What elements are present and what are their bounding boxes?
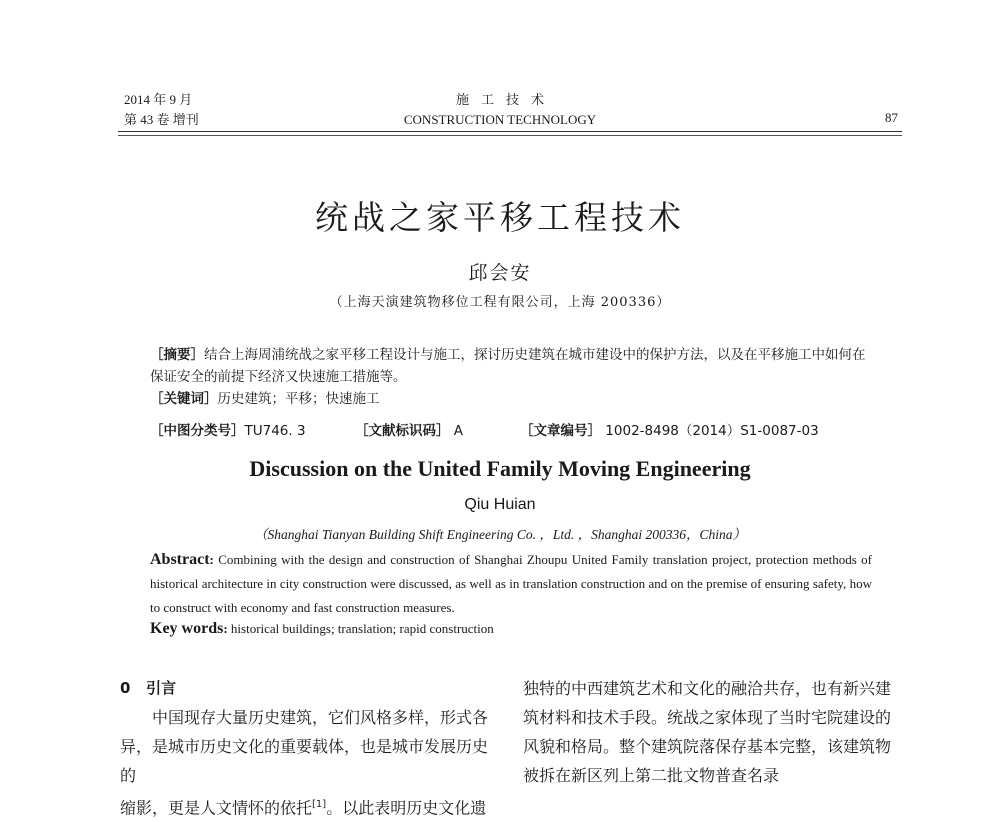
header-rule-thick: [118, 131, 902, 132]
citation-ref: [1]: [312, 799, 327, 810]
page-number: 87: [885, 110, 898, 125]
article-title-en: Discussion on the United Family Moving Engineering: [249, 456, 751, 481]
body-line: 筑材料和技术手段。统战之家体现了当时宅院建设的: [523, 708, 892, 727]
doc-code-label: ［文献标识码］: [355, 423, 450, 439]
abstract-cn-text: 结合上海周浦统战之家平移工程设计与施工，探讨历史建筑在城市建设中的保护方法，以及在平移施工中如何在保证安全的前提下经济又快速施工措施等。: [150, 347, 866, 385]
affiliation-en: （Shanghai Tianyan Building Shift Engineering Co. ，Ltd. ，Shanghai 200336，China）: [253, 527, 746, 542]
journal-name-en: CONSTRUCTION TECHNOLOGY: [403, 112, 597, 127]
author-cn: 邱会安: [468, 262, 532, 284]
abstract-cn: [150, 344, 870, 388]
article-number: [520, 419, 819, 439]
abstract-en-label: Abstract: [150, 551, 210, 568]
clc-value: TU746. 3: [244, 423, 306, 439]
abstract-cn-block: [150, 344, 870, 410]
clc-label: ［中图分类号］: [150, 423, 245, 439]
article-title-cn: 统战之家平移工程技术: [315, 198, 685, 237]
section-heading: [120, 674, 500, 703]
header-rule-thin: [118, 135, 902, 136]
article-no-value: 1002-8498（2014）S1-0087-03: [605, 423, 819, 439]
section-title: 引言: [146, 679, 177, 697]
affiliation-cn: （上海天演建筑物移位工程有限公司，上海 200336）: [329, 295, 671, 310]
body-line: 中国现存大量历史建筑，它们风格多样，形式各: [152, 708, 489, 727]
body-line: 被拆在新区列上第二批文物普查名录: [523, 766, 780, 785]
keywords-en-text: historical buildings; translation; rapid construction: [230, 621, 494, 636]
body-line: 风貌和格局。整个建筑院落保存基本完整，该建筑物: [523, 737, 892, 756]
keywords-en-label: Key words: [150, 620, 224, 637]
body-line-text: 缩影，更是人文情怀的依托: [120, 798, 313, 818]
body-line: 独特的中西建筑艺术和文化的融洽共存，也有新兴建: [523, 679, 892, 698]
keywords-cn: [150, 388, 870, 410]
doc-code-value: A: [453, 423, 464, 439]
body-line: 异，是城市历史文化的重要载体，也是城市发展历史的: [120, 737, 489, 785]
doc-code: [355, 419, 463, 439]
keywords-en: Key words: historical buildings; translation; rapid construction: [150, 620, 494, 637]
clc-number: [150, 419, 306, 439]
article-no-label: ［文章编号］: [520, 423, 601, 439]
journal-name-cn: 施工技术: [455, 92, 556, 107]
body-line: [120, 790, 500, 822]
abstract-en: Abstract: Combining with the design and construction of Shanghai Zhoupu United Family translation project, protection methods of historical architecture in city construction were discussed, as well as in translation construction and on the premise of ensuring safety, how to construct with economy and fast construction measures.: [150, 551, 872, 615]
body-line-text: 。以此表明历史文化遗: [326, 798, 487, 818]
section-number: 0: [120, 679, 131, 697]
author-en: Qiu Huian: [464, 496, 536, 513]
abstract-cn-label: ［摘要］: [150, 347, 204, 363]
keywords-cn-text: 历史建筑；平移；快速施工: [217, 391, 380, 407]
running-header-center: [0, 90, 1000, 130]
abstract-en-text: Combining with the design and construction of Shanghai Zhoupu United Family translation project, protection methods of historical architecture in city construction were discussed, as well as in translation construction and on the premise of ensuring safety, how to construct with economy and fast construction measures.: [150, 552, 872, 615]
issue-date: 2014 年 9 月: [124, 92, 193, 107]
keywords-cn-label: ［关键词］: [150, 391, 218, 407]
issue-volume: 第 43 卷 增刊: [124, 112, 199, 127]
body-column-right: [523, 674, 903, 790]
body-column-left: [120, 674, 500, 822]
